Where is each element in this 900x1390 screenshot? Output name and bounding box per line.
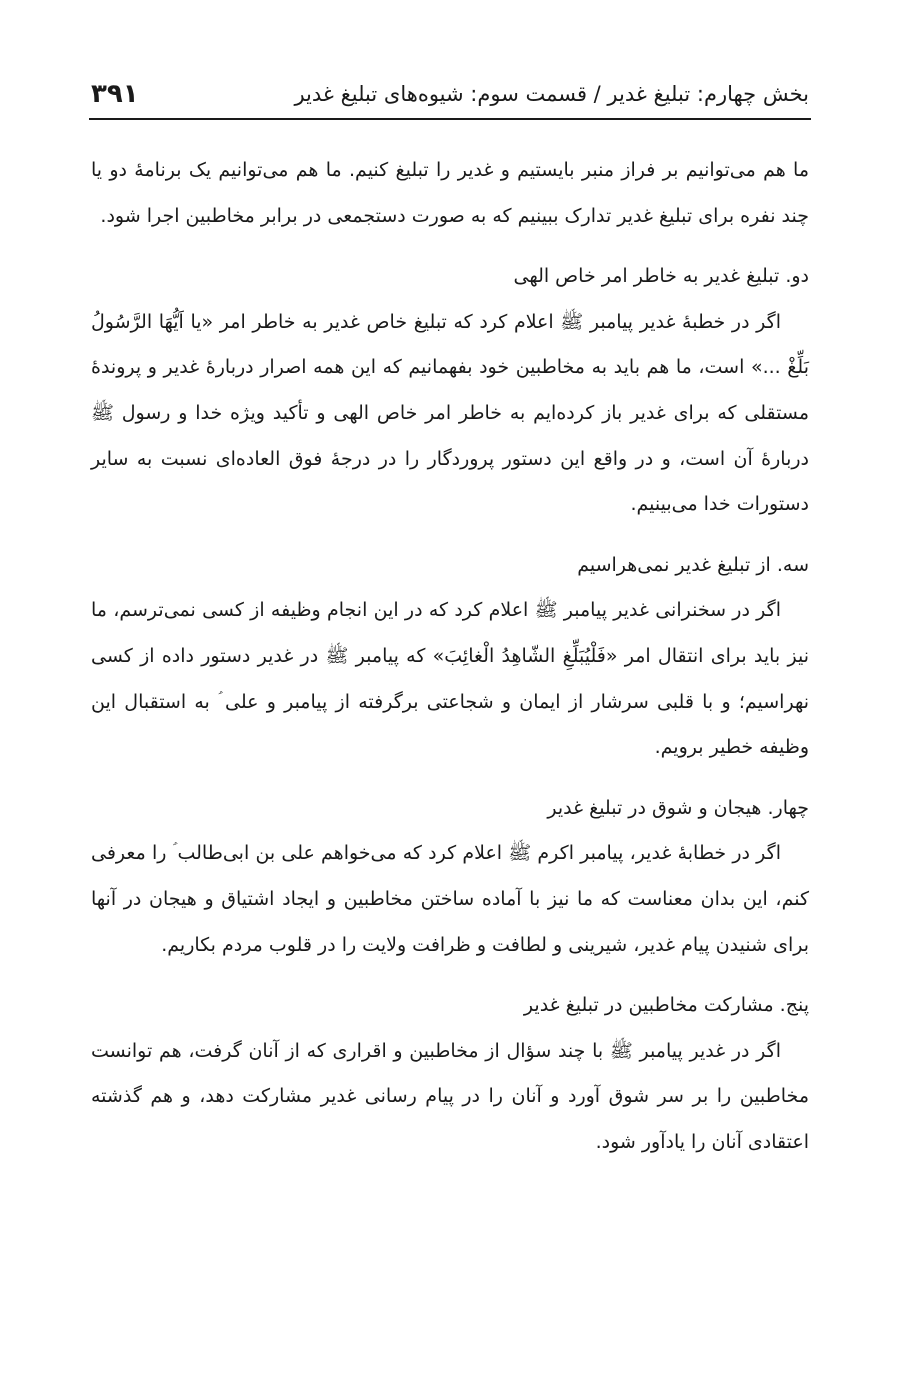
- section-heading: چهار. هیجان و شوق در تبلیغ غدیر: [547, 796, 809, 819]
- section-body: اگر در سخنرانی غدیر پیامبر ﷺ اعلام کرد که در این انجام وظیفه از کسی نمی‌ترسم، ما نیز باید برای انتقال امر «فَلْیُبَلِّغِ الشّاهِدُ الْغائِبَ» که پیامبر ﷺ در غدیر دستور داده از کسی نهراسیم؛ و با قلبی سرشار از ایمان و شجاعتی برگرفته از پیامبر و علی ؑ به استقبال این وظیفه خطیر برویم.: [91, 599, 809, 759]
- section-body: اگر در خطبهٔ غدیر پیامبر ﷺ اعلام کرد که تبلیغ خاص غدیر به خاطر امر «یا اَیُّهَا الرَّسُولُ بَلِّغْ ...» است، ما هم باید به مخاطبین خود بفهمانیم که این همه اصرار دربارهٔ غدیر و پروندهٔ مستقلی که برای غدیر باز کرده‌ایم به خاطر امر خاص الهی و تأکید ویژه خدا و رسول ﷺ دربارهٔ آن است، و در واقع این دستور پروردگار را در درجهٔ فوق العاده‌ای نسبت به سایر دستورات خدا می‌بینیم.: [91, 310, 809, 516]
- section-body: اگر در غدیر پیامبر ﷺ با چند سؤال از مخاطبین و اقراری که از آنان گرفت، هم توانست مخاطبین را بر سر شوق آورد و آنان را در پیام رسانی غدیر مشارکت دهد، و هم گذشته اعتقادی آنان را یادآور شود.: [91, 1039, 809, 1153]
- header-rule: [89, 118, 811, 120]
- page-number: ۳۹۱: [91, 79, 139, 109]
- section-heading: پنج. مشارکت مخاطبین در تبلیغ غدیر: [523, 994, 809, 1017]
- section-five: [91, 983, 809, 1165]
- intro-paragraph: ما هم می‌توانیم بر فراز منبر بایستیم و غدیر را تبلیغ کنیم. ما هم می‌توانیم یک برنامهٔ دو یا چند نفره برای تبلیغ غدیر تدارک ببینیم که به صورت دستجمعی در برابر مخاطبین اجرا شود.: [91, 159, 809, 227]
- running-title: بخش چهارم: تبلیغ غدیر / قسمت سوم: شیوه‌های تبلیغ غدیر: [294, 82, 809, 106]
- page-body: [91, 148, 809, 1165]
- section-body: اگر در خطابهٔ غدیر، پیامبر اکرم ﷺ اعلام کرد که می‌خواهم علی بن ابی‌طالب ؑ را معرفی کنم، این بدان معناست که ما نیز با آماده ساختن مخاطبین و ایجاد اشتیاق و هیجان در آنها برای شنیدن پیام غدیر، شیرینی و لطافت و ظرافت ولایت را در قلوب مردم بکاریم.: [91, 842, 809, 956]
- page-header: [91, 76, 809, 116]
- section-two: [91, 254, 809, 528]
- book-page: [91, 0, 809, 1390]
- section-four: [91, 786, 809, 968]
- section-heading: سه. از تبلیغ غدیر نمی‌هراسیم: [577, 553, 809, 576]
- section-heading: دو. تبلیغ غدیر به خاطر امر خاص الهی: [513, 265, 809, 288]
- section-three: [91, 543, 809, 771]
